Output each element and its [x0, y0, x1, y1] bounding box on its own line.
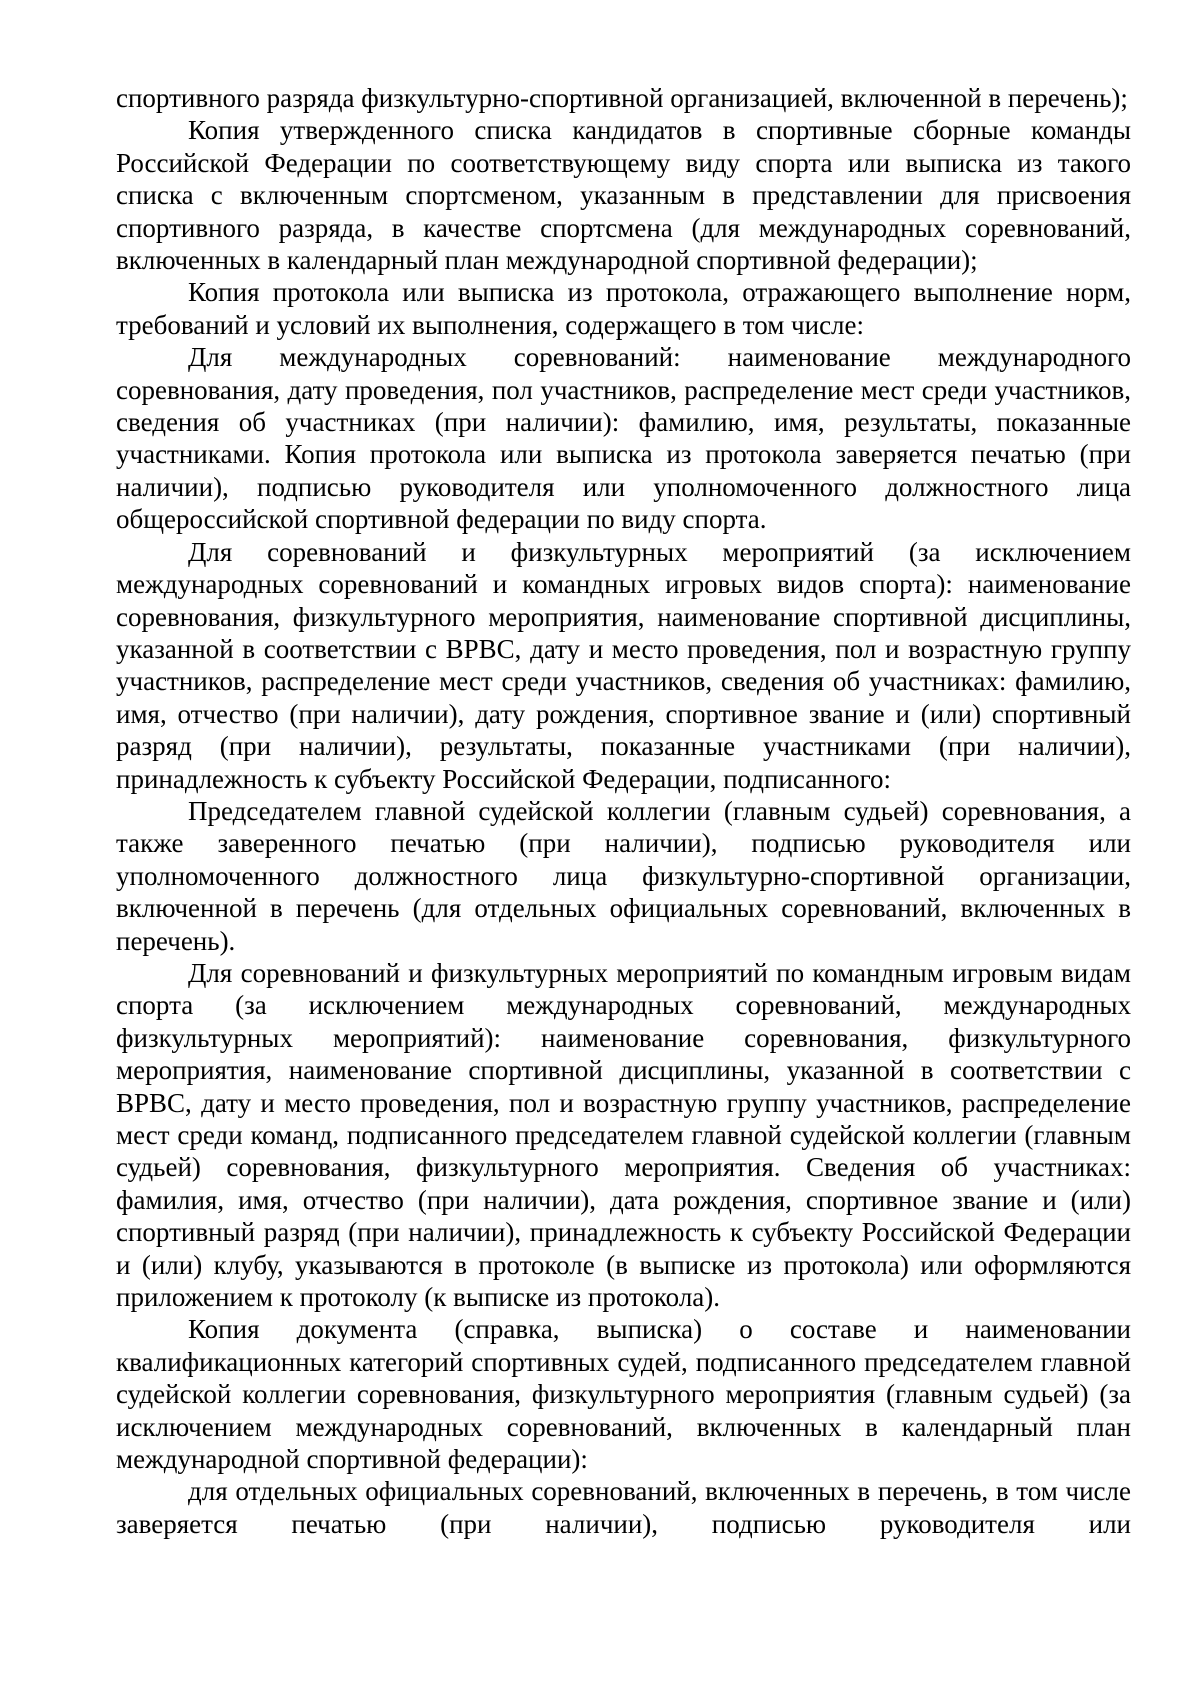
- paragraph-chief-judge: Председателем главной судейской коллегии (главным судьей) соревнования, а также заверенного печатью (при наличии), подписью руководителя или уполномоченного должностного лица физкультурно-спортивной организации, включенной в перечень (для отдельных официальных соревнований, включенных в перечень).: [116, 795, 1131, 956]
- paragraph-team-sports: Для соревнований и физкультурных мероприятий по командным игровым видам спорта (за исключением международных соревнований, международных физкультурных мероприятий): наименование соревнования, физкультурного мероприятия, наименование спортивной дисциплины, указанной в соответствии с ВРВС, дату и место проведения, пол и возрастную группу участников, распределение мест среди команд, подписанного председателем главной судейской коллегии (главным судьей) соревнования, физкультурного мероприятия. Сведения об участниках: фамилия, имя, отчество (при наличии), дата рождения, спортивное звание и (или) спортивный разряд (при наличии), принадлежность к субъекту Российской Федерации и (или) клубу, указываются в протоколе (в выписке из протокола) или оформляются приложением к протоколу (к выписке из протокола).: [116, 957, 1131, 1313]
- paragraph-international-competitions: Для международных соревнований: наименование международного соревнования, дату проведения, пол участников, распределение мест среди участников, сведения об участниках (при наличии): фамилию, имя, результаты, показанные участниками. Копия протокола или выписка из протокола заверяется печатью (при наличии), подписью руководителя или уполномоченного должностного лица общероссийской спортивной федерации по виду спорта.: [116, 342, 1131, 535]
- paragraph-continuation: спортивного разряда физкультурно-спортивной организацией, включенной в перечень);: [116, 83, 1128, 113]
- document-page: [116, 82, 1131, 1540]
- paragraph-protocol-copy: Копия протокола или выписка из протокола, отражающего выполнение норм, требований и условий их выполнения, содержащего в том числе:: [116, 277, 1131, 340]
- paragraph-judges-document: Копия документа (справка, выписка) о составе и наименовании квалификационных категорий спортивных судей, подписанного председателем главной судейской коллегии соревнования, физкультурного мероприятия (главным судьей) (за исключением международных соревнований, включенных в календарный план международной спортивной федерации):: [116, 1314, 1131, 1475]
- paragraph-official-competitions: для отдельных официальных соревнований, включенных в перечень, в том числе заверяется печатью (при наличии), подписью руководителя или: [116, 1476, 1131, 1539]
- paragraph-competitions-events: Для соревнований и физкультурных мероприятий (за исключением международных соревнований и командных игровых видов спорта): наименование соревнования, физкультурного мероприятия, наименование спортивной дисциплины, указанной в соответствии с ВРВС, дату и место проведения, пол и возрастную группу участников, распределение мест среди участников, сведения об участниках: фамилию, имя, отчество (при наличии), дату рождения, спортивное звание и (или) спортивный разряд (при наличии), результаты, показанные участниками (при наличии), принадлежность к субъекту Российской Федерации, подписанного:: [116, 536, 1131, 794]
- paragraph-team-list-copy: Копия утвержденного списка кандидатов в спортивные сборные команды Российской Федерации по соответствующему виду спорта или выписка из такого списка с включенным спортсменом, указанным в представлении для присвоения спортивного разряда, в качестве спортсмена (для международных соревнований, включенных в календарный план международной спортивной федерации);: [116, 115, 1131, 276]
